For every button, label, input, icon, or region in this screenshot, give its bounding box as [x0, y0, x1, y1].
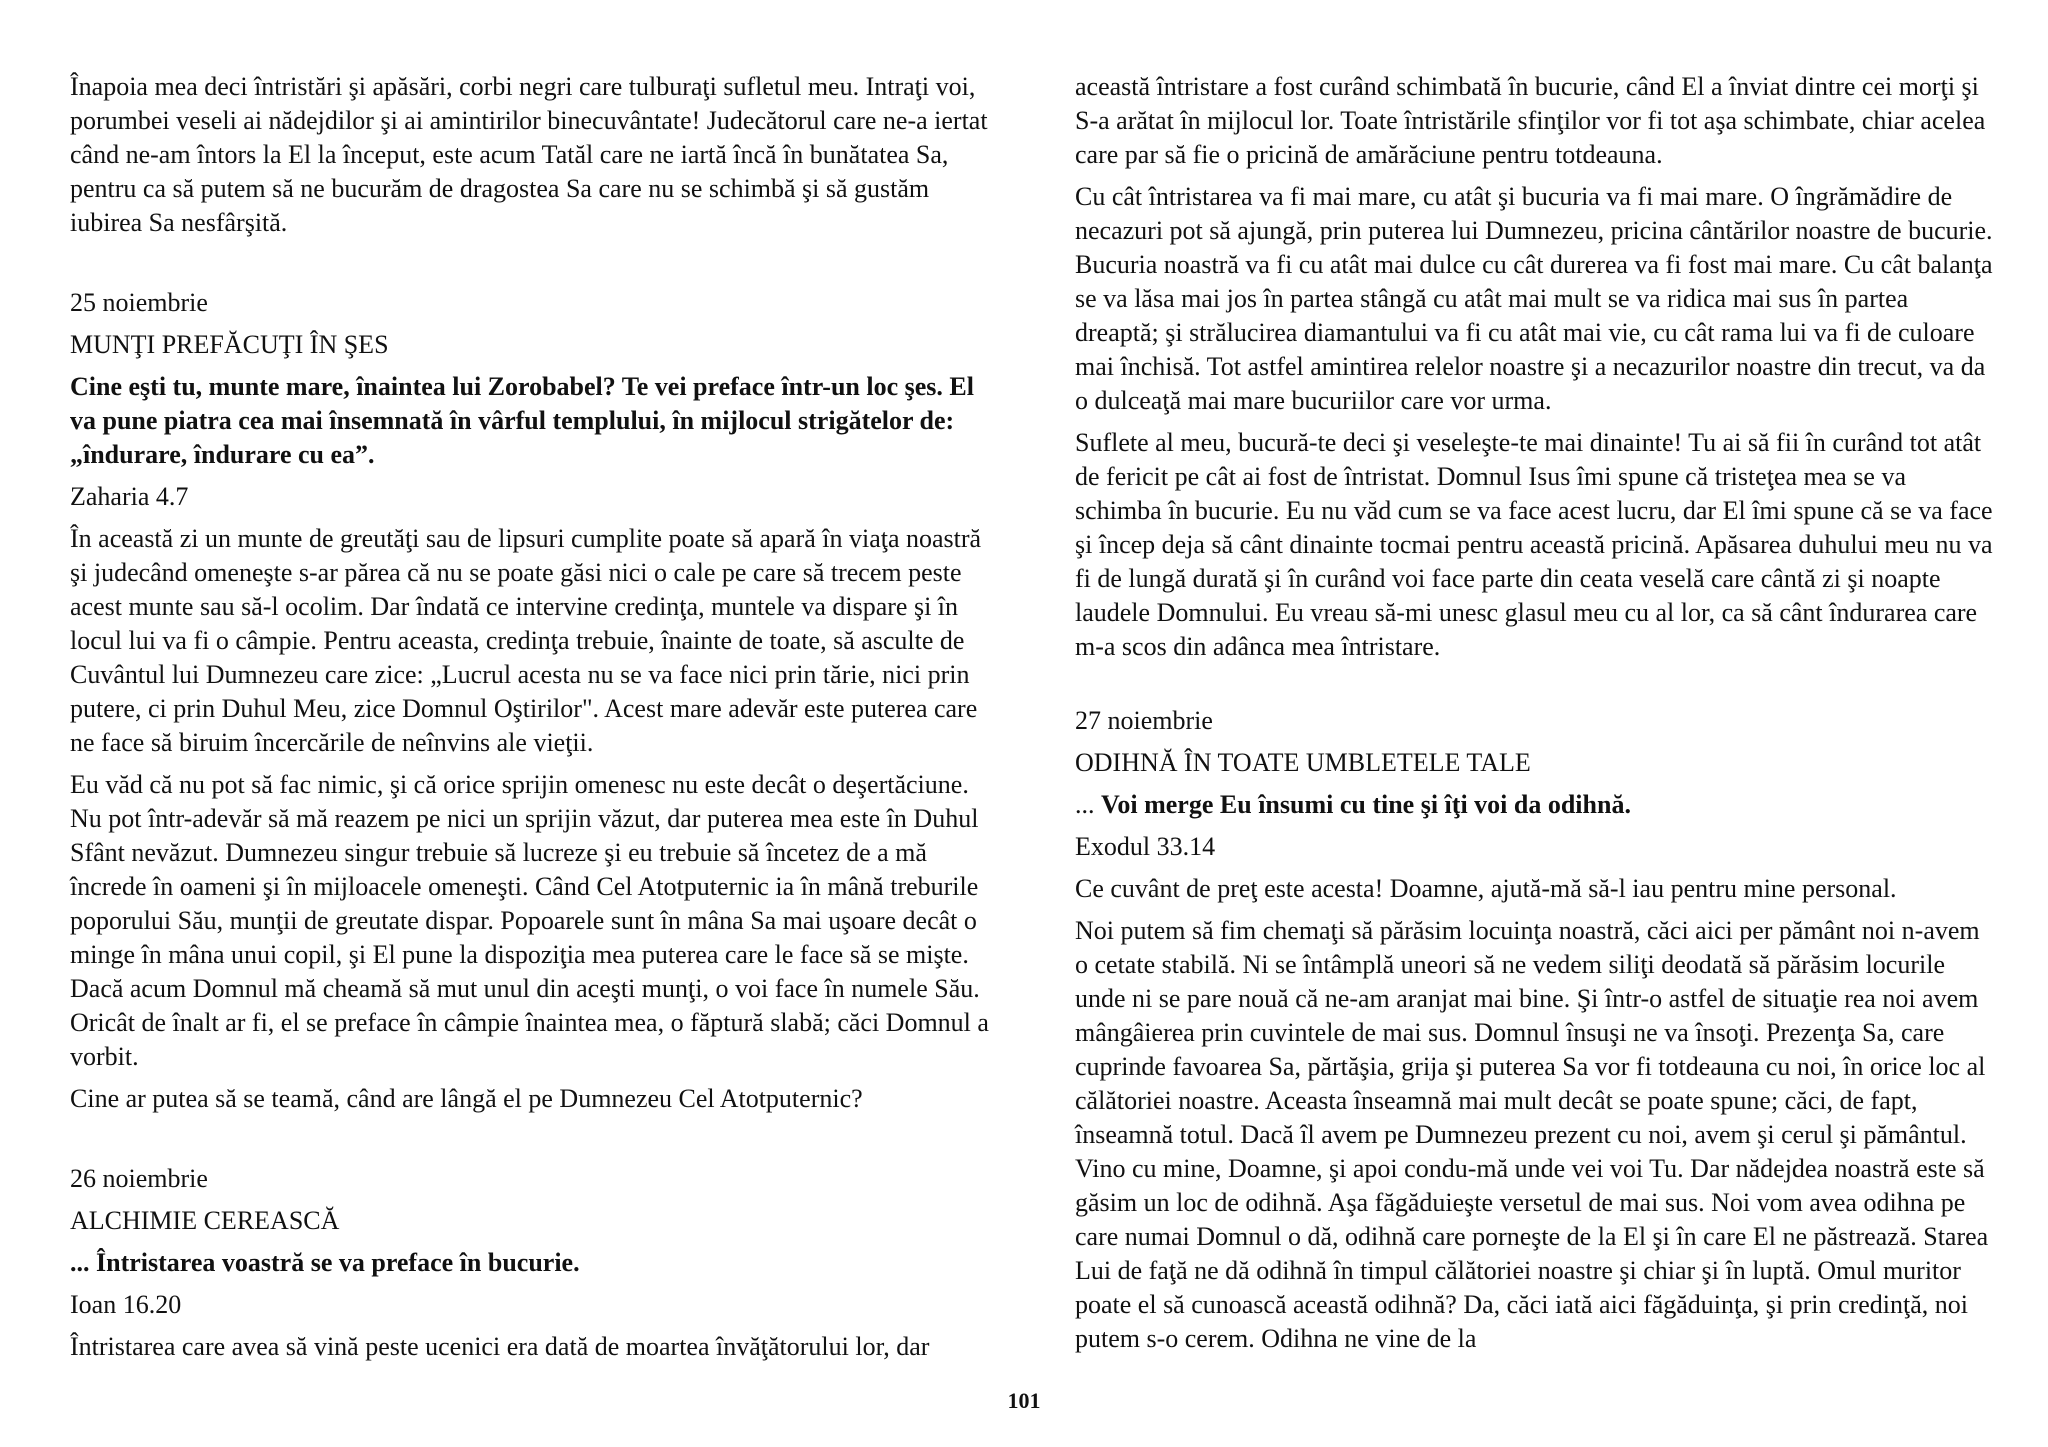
right-column [1075, 70, 1995, 1364]
entry-26-continued [1075, 70, 1995, 664]
left-column [70, 70, 990, 1372]
intro-paragraph: Înapoia mea deci întristări şi apăsări, corbi negri care tulburaţi sufletul meu. Intraţi voi, porumbei veseli ai nădejdilor şi ai amintirilor binecuvântate! Judecătorul care ne-a iertat când ne-am întors la El la început, este acum Tatăl care ne iartă încă în bunătatea Sa, pentru ca să putem să ne bucurăm de dragostea Sa care nu se schimbă şi să gustăm iubirea Sa nesfârşită. [70, 72, 988, 237]
entry-paragraph: Întristarea care avea să vină peste ucenici era dată de moartea învăţătorului lor, dar [70, 1332, 930, 1361]
entry-title: ALCHIMIE CEREASCĂ [70, 1206, 340, 1235]
entry-date: 27 noiembrie [1075, 706, 1213, 735]
entry-paragraph: Ce cuvânt de preţ este acesta! Doamne, ajută-mă să-l iau pentru mine personal. [1075, 874, 1897, 903]
entry-title: ODIHNĂ ÎN TOATE UMBLETELE TALE [1075, 748, 1531, 777]
section-gap [1075, 672, 1995, 704]
entry-date: 25 noiembrie [70, 288, 208, 317]
entry-26-noiembrie [70, 1162, 990, 1364]
entry-verse: ... Întristarea voastră se va preface în bucurie. [70, 1248, 580, 1277]
entry-verse-prefix: ... [1075, 790, 1101, 819]
entry-paragraph: Noi putem să fim chemaţi să părăsim locuinţa noastră, căci aici per pământ noi n-avem o cetate stabilă. Ni se întâmplă uneori să ne vedem siliţi deodată să părăsim locurile unde ni se pare nouă că ne-am aranjat mai bine. Şi într-o astfel de situaţie rea noi avem mângâierea prin cuvintele de mai sus. Domnul însuşi ne va însoţi. Prezenţa Sa, care cuprinde favoarea Sa, părtăşia, grija şi puterea Sa vor fi totdeauna cu noi, în orice loc al călătoriei noastre. Aceasta înseamnă mai mult decât se poate spune; căci, de fapt, înseamnă totul. Dacă îl avem pe Dumnezeu prezent cu noi, avem şi cerul şi pământul. Vino cu mine, Doamne, şi apoi condu-mă unde vei voi Tu. Dar nădejdea noastră este să găsim un loc de odihnă. Aşa făgăduieşte versetul de mai sus. Noi vom avea odihna pe care numai Domnul o dă, odihnă care porneşte de la El şi în care El ne păstrează. Starea Lui de faţă ne dă odihnă în timpul călătoriei noastre şi chiar şi în luptă. Omul muritor poate el să cunoască această odihnă? Da, căci iată aici făgăduinţa, şi prin credinţă, noi putem s-o cerem. Odihna ne vine de la [1075, 916, 1989, 1353]
entry-title: MUNŢI PREFĂCUŢI ÎN ŞES [70, 330, 389, 359]
entry-paragraph: În această zi un munte de greutăţi sau de lipsuri cumplite poate să apară în viaţa noastră şi judecând omeneşte s-ar părea că nu se poate găsi nici o cale pe care să trecem peste acest munte sau să-l ocolim. Dar îndată ce intervine credinţa, muntele va dispare şi în locul lui va fi o câmpie. Pentru aceasta, credinţa trebuie, înainte de toate, să asculte de Cuvântul lui Dumnezeu care zice: „Lucrul acesta nu se va face nici prin tărie, nici prin putere, ci prin Duhul Meu, zice Domnul Oştirilor". Acest mare adevăr este puterea care ne face să biruim încercările de neînvins ale vieţii. [70, 524, 982, 757]
entry-paragraph: această întristare a fost curând schimbată în bucurie, când El a înviat dintre cei morţi şi S-a arătat în mijlocul lor. Toate întristările sfinţilor vor fi tot aşa schimbate, chiar acelea care par să fie o pricină de amărăciune pentru totdeauna. [1075, 72, 1986, 169]
entry-reference: Zaharia 4.7 [70, 482, 189, 511]
entry-paragraph: Eu văd că nu pot să fac nimic, şi că orice sprijin omenesc nu este decât o deşertăciune. Nu pot într-adevăr să mă reazem pe nici un sprijin văzut, dar puterea mea este în Duhul Sfânt nevăzut. Dumnezeu singur trebuie să lucreze şi eu trebuie să încetez de a mă încrede în oameni şi în mijloacele omeneşti. Când Cel Atotputernic ia în mână treburile poporului Său, munţii de greutate dispar. Popoarele sunt în mâna Sa mai uşoare decât o minge în mâna unui copil, şi El pune la dispoziţia mea puterea care le face să se mişte. Dacă acum Domnul mă cheamă să mut unul din aceşti munţi, o voi face în numele Său. Oricât de înalt ar fi, el se preface în câmpie înaintea mea, o făptură slabă; căci Domnul a vorbit. [70, 770, 989, 1071]
entry-paragraph: Cine ar putea să se teamă, când are lângă el pe Dumnezeu Cel Atotputernic? [70, 1084, 863, 1113]
entry-reference: Exodul 33.14 [1075, 832, 1216, 861]
entry-paragraph: Cu cât întristarea va fi mai mare, cu atât şi bucuria va fi mai mare. O îngrămădire de necazuri pot să ajungă, prin puterea lui Dumnezeu, pricina cântărilor noastre de bucurie. Bucuria noastră va fi cu atât mai dulce cu cât durerea va fi fost mai mare. Cu cât balanţa se va lăsa mai jos în partea stângă cu atât mai mult se va ridica mai sus în partea dreaptă; şi strălucirea diamantului va fi cu atât mai vie, cu cât rama lui va fi de culoare mai închisă. Tot astfel amintirea relelor noastre şi a necazurilor noastre din trecut, va da o dulceaţă mai mare bucuriilor care vor urma. [1075, 182, 1993, 415]
entry-27-noiembrie [1075, 704, 1995, 1356]
entry-25-noiembrie [70, 286, 990, 1116]
entry-verse: Voi merge Eu însumi cu tine şi îţi voi da odihnă. [1101, 790, 1631, 819]
entry-date: 26 noiembrie [70, 1164, 208, 1193]
section-gap [70, 1124, 990, 1162]
entry-verse: Cine eşti tu, munte mare, înaintea lui Zorobabel? Te vei preface într-un loc şes. El va pune piatra cea mai însemnată în vârful templului, în mijlocul strigătelor de: „îndurare, îndurare cu ea”. [70, 372, 974, 469]
section-gap [70, 248, 990, 286]
page-number: 101 [1007, 1388, 1041, 1413]
entry-reference: Ioan 16.20 [70, 1290, 182, 1319]
entry-paragraph: Suflete al meu, bucură-te deci şi veseleşte-te mai dinainte! Tu ai să fii în curând tot atât de fericit pe cât ai fost de întristat. Domnul Isus îmi spune că tristeţea mea se va schimba în bucurie. Eu nu văd cum se va face acest lucru, dar El îmi spune că se va face şi încep deja să cânt dinainte tocmai pentru această pricină. Apăsarea duhului meu nu va fi de lungă durată şi în curând voi face parte din ceata veselă care cântă zi şi noapte laudele Domnului. Eu vreau să-mi unesc glasul meu cu al lor, ca să cânt îndurarea care m-a scos din adânca mea întristare. [1075, 428, 1993, 661]
entry-verse-line [1075, 788, 1995, 822]
